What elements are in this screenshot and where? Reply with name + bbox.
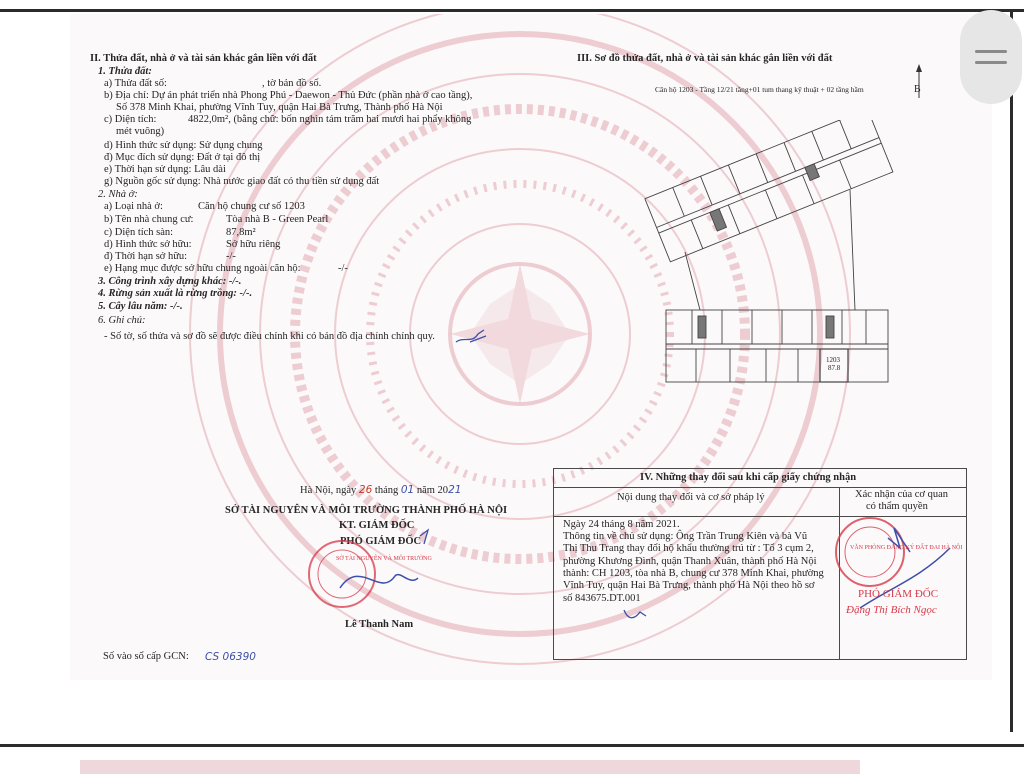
land-heading: 1. Thửa đất: xyxy=(98,66,152,77)
shared-items-label: e) Hạng mục được sở hữu chung ngoài căn hộ: xyxy=(104,263,301,274)
signing-place-date: Hà Nội, ngày 26 tháng 01 năm 2021 xyxy=(300,484,462,496)
notes-text: - Số tờ, số thửa và sơ đồ sẽ được điều chỉnh khi có bản đồ địa chính chính quy. xyxy=(104,331,435,342)
change-entry-initial xyxy=(620,606,650,624)
issuing-seal-and-signature xyxy=(300,528,440,618)
land-use-form: d) Hình thức sử dụng: Sử dụng chung xyxy=(104,140,263,151)
change-entry-line1: Ngày 24 tháng 8 năm 2021. xyxy=(563,519,680,530)
section-2-title: II. Thửa đất, nhà ở và tài sản khác gắn liền với đất xyxy=(90,53,317,64)
ownership-form-value: Sở hữu riêng xyxy=(226,239,281,250)
ownership-term-value: -/- xyxy=(226,251,236,262)
change-entry-line4: phường Khương Đình, quận Thanh Xuân, thành phố Hà Nội xyxy=(563,556,817,567)
unit-area-label: 87.8 xyxy=(828,364,841,372)
ownership-term-label: đ) Thời hạn sở hữu: xyxy=(104,251,188,262)
land-address-line1: b) Địa chỉ: Dự án phát triển nhà Phong Phú - Daewon - Thủ Đức (phần nhà ở cao tầng), xyxy=(104,90,473,101)
land-area-line2: mét vuông) xyxy=(116,126,165,137)
approver-name: Đặng Thị Bích Ngọc xyxy=(846,604,937,616)
changes-col-confirm-line1: Xác nhận của cơ quan xyxy=(855,489,949,500)
land-use-term: e) Thời hạn sử dụng: Lâu dài xyxy=(104,164,226,175)
notes-heading: 6. Ghi chú: xyxy=(98,315,146,326)
note-initial-mark xyxy=(454,328,490,348)
land-parcel-number: a) Thửa đất số: xyxy=(104,78,167,89)
approval-seal-and-signature xyxy=(830,508,970,618)
menu-bar-icon xyxy=(975,61,1007,64)
change-entry-line6: Vĩnh Tuy, quận Hai Bà Trưng, thành phố Hà Nội theo hồ sơ xyxy=(563,580,815,591)
page-top-edge xyxy=(0,9,1024,12)
next-page-strip xyxy=(80,760,860,774)
change-entry-line5: thành: CH 1203, tòa nhà B, chung cư 378 Minh Khai, phường xyxy=(563,568,824,579)
page-bottom-edge xyxy=(0,744,1024,747)
land-map-sheet: , tờ bản đồ số. xyxy=(262,78,322,89)
registry-label: Số vào sổ cấp GCN: xyxy=(103,651,189,662)
house-type-label: a) Loại nhà ở: xyxy=(104,201,163,212)
building-name-label: b) Tên nhà chung cư: xyxy=(104,214,194,225)
ownership-form-label: d) Hình thức sở hữu: xyxy=(104,239,192,250)
approval-seal-text: VĂN PHÒNG ĐĂNG KÝ ĐẤT ĐAI HÀ NỘI xyxy=(850,545,963,551)
menu-bar-icon xyxy=(975,50,1007,53)
change-entry-line3: Thị Thu Trang thay đổi hộ khẩu thường trú từ : Tổ 3 cụm 2, xyxy=(563,543,814,554)
changes-col-content: Nội dung thay đổi và cơ sở pháp lý xyxy=(617,492,765,503)
floor-area-value: 87,8m² xyxy=(226,227,256,238)
changes-col-confirm-line2: có thẩm quyền xyxy=(866,501,928,512)
issuing-agency: SỞ TÀI NGUYÊN VÀ MÔI TRƯỜNG THÀNH PHỐ HÀ NỘI xyxy=(225,505,508,516)
approver-title: PHÓ GIÁM ĐỐC xyxy=(858,588,939,600)
north-arrow-icon xyxy=(905,62,929,102)
floor-area-label: c) Diện tích sàn: xyxy=(104,227,174,238)
land-area-label: c) Diện tích: xyxy=(104,114,157,125)
section-4-title: IV. Những thay đổi sau khi cấp giấy chứng nhận xyxy=(640,472,857,483)
on-behalf-director: KT. GIÁM ĐỐC xyxy=(339,520,415,531)
land-use-origin: g) Nguồn gốc sử dụng: Nhà nước giao đất có thu tiền sử dụng đất xyxy=(104,176,380,187)
house-heading: 2. Nhà ở: xyxy=(98,189,138,200)
building-name-value: Tòa nhà B - Green Pearl xyxy=(226,214,329,225)
section-3-title: III. Sơ đồ thửa đất, nhà ở và tài sản khác gắn liền với đất xyxy=(577,53,833,64)
production-forest: 4. Rừng sản xuất là rừng trồng: -/-. xyxy=(98,288,253,299)
house-type-value: Căn hộ chung cư số 1203 xyxy=(198,201,305,212)
shared-items-value: -/- xyxy=(338,263,348,274)
change-entry-line2: Thông tin về chủ sử dụng: Ông Trần Trung Kiên và bà Vũ xyxy=(563,531,808,542)
perennial-trees: 5. Cây lâu năm: -/-. xyxy=(98,301,183,312)
menu-button[interactable] xyxy=(960,10,1022,104)
deputy-director-title: PHÓ GIÁM ĐỐC xyxy=(340,536,422,547)
land-address-line2: Số 378 Minh Khai, phường Vĩnh Tuy, quận Hai Bà Trưng, Thành phố Hà Nội xyxy=(116,102,443,113)
other-construction: 3. Công trình xây dựng khác: -/-. xyxy=(98,276,242,287)
land-area-line1: 4822,0m², (bằng chữ: bốn nghìn tám trăm hai mươi hai phẩy không xyxy=(188,114,472,125)
issuing-seal-text: SỞ TÀI NGUYÊN VÀ MÔI TRƯỜNG xyxy=(336,556,432,562)
signer-name: Lê Thanh Nam xyxy=(345,619,414,630)
change-entry-line7: số 843675.DT.001 xyxy=(563,593,641,604)
page-right-edge xyxy=(1010,10,1013,732)
north-label: B xyxy=(914,84,921,95)
land-use-purpose: đ) Mục đích sử dụng: Đất ở tại đô thị xyxy=(104,152,261,163)
registry-number: CS 06390 xyxy=(205,651,256,663)
floor-plan-diagram xyxy=(630,120,900,390)
unit-number-label: 1203 xyxy=(826,356,840,364)
diagram-caption: Căn hộ 1203 - Tầng 12/21 tầng+01 tum thang kỹ thuật + 02 tầng hầm xyxy=(655,85,864,94)
